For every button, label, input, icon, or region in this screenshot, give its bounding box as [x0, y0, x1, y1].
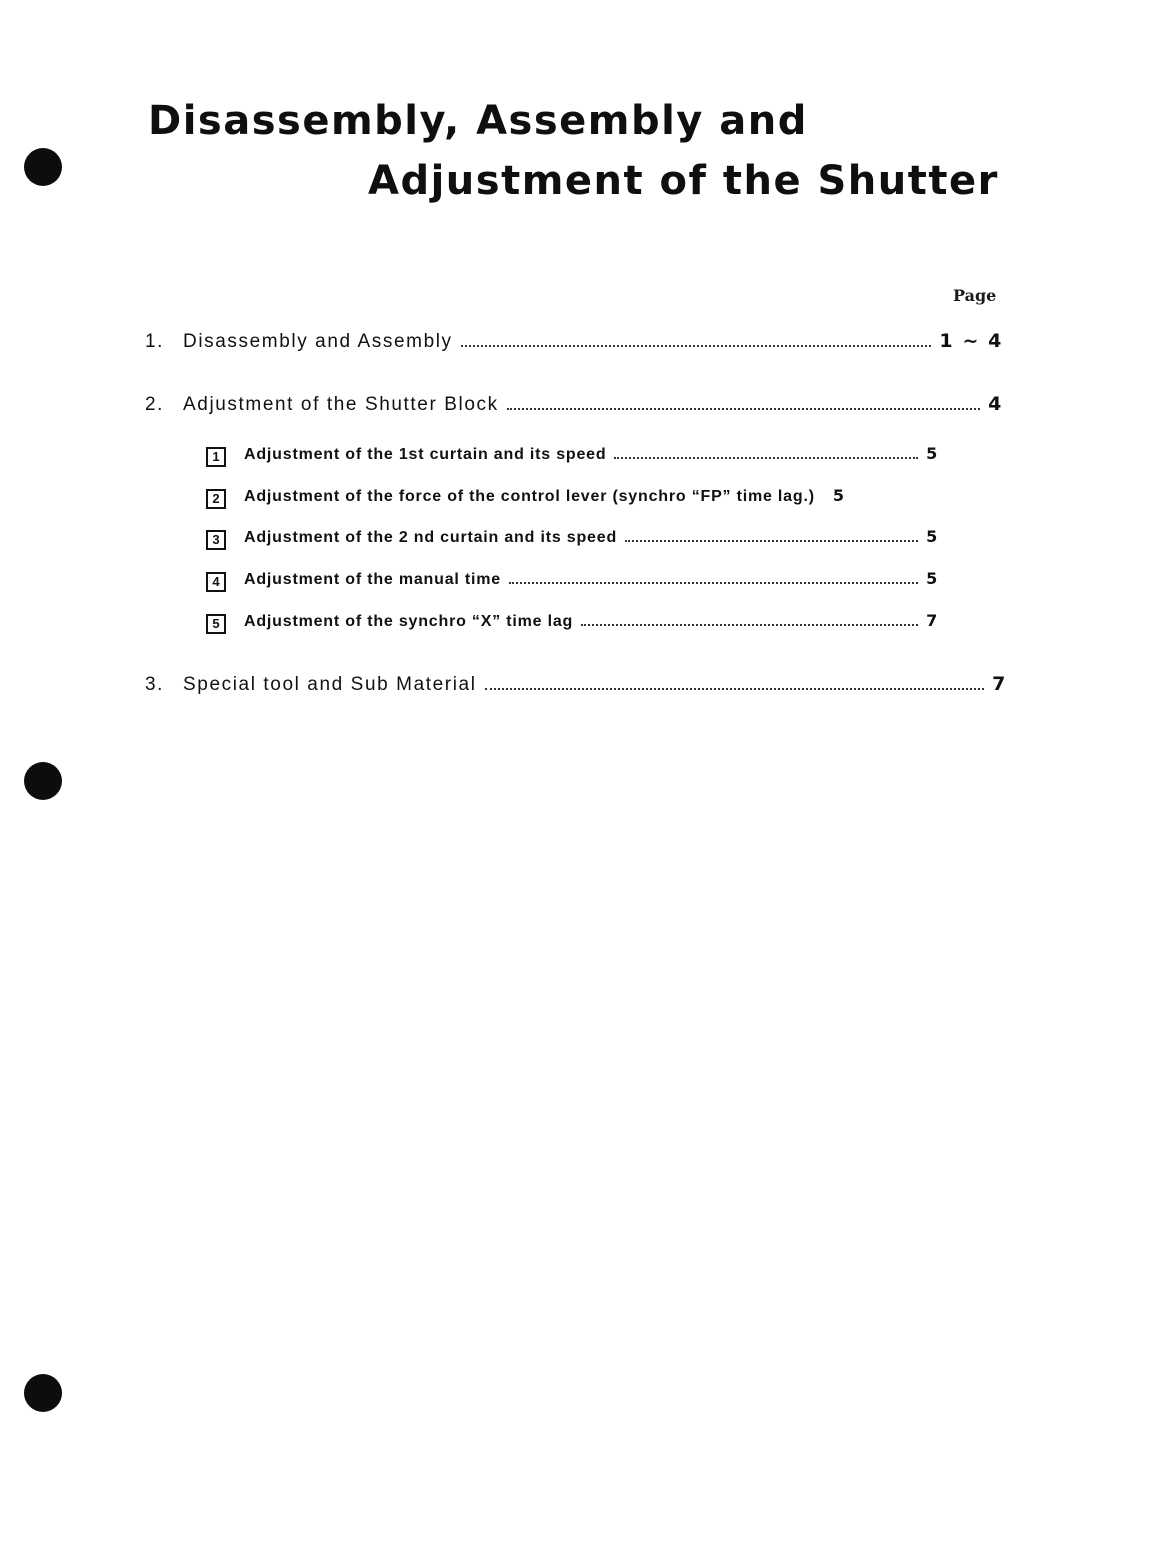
- boxed-number: 3: [206, 530, 226, 550]
- toc-subentry-synchro-x: [206, 611, 938, 632]
- binder-hole-top: [24, 148, 62, 186]
- page-title-line-1: Disassembly, Assembly and: [148, 98, 808, 144]
- toc-subentry-2nd-curtain: [206, 527, 938, 548]
- toc-subentry-control-lever: [206, 486, 938, 507]
- toc-entry-number: 2.: [145, 394, 165, 415]
- toc-entry-number: 1.: [145, 331, 165, 352]
- toc-entry-page: 1 ~ 4: [939, 330, 1003, 352]
- toc-subentry-page: 5: [926, 527, 938, 546]
- toc-subentry-page: 7: [926, 611, 938, 630]
- toc-subentry-label: Adjustment of the synchro “X” time lag: [244, 613, 574, 630]
- page-column-header: Page: [953, 286, 997, 305]
- boxed-number: 2: [206, 489, 226, 509]
- toc-entry-disassembly-assembly: [145, 330, 1003, 353]
- toc-subentry-1st-curtain: [206, 444, 938, 465]
- boxed-number: 4: [206, 572, 226, 592]
- dot-leader: [509, 582, 918, 584]
- toc-subentry-label: Adjustment of the manual time: [244, 571, 501, 588]
- dot-leader: [485, 688, 985, 690]
- dot-leader: [581, 624, 918, 626]
- toc-entry-page: 7: [992, 673, 1007, 695]
- toc-subentry-manual-time: [206, 569, 938, 590]
- toc-subentry-page: 5: [926, 444, 938, 463]
- toc-subentry-label: Adjustment of the 1st curtain and its speed: [244, 446, 607, 463]
- boxed-number: 1: [206, 447, 226, 467]
- toc-subentry-page: 5: [832, 486, 845, 505]
- toc-subentry-label: Adjustment of the 2 nd curtain and its speed: [244, 529, 618, 546]
- binder-hole-bottom: [24, 1374, 62, 1412]
- page-title-line-2: Adjustment of the Shutter: [368, 158, 999, 204]
- toc-entry-special-tool: [145, 673, 1007, 696]
- binder-hole-middle: [24, 762, 62, 800]
- toc-entry-label: Adjustment of the Shutter Block: [183, 394, 499, 415]
- boxed-number: 5: [206, 614, 226, 634]
- dot-leader: [614, 457, 918, 459]
- dot-leader: [461, 345, 932, 347]
- toc-entry-shutter-block: [145, 393, 1003, 416]
- toc-entry-page: 4: [988, 393, 1003, 415]
- toc-subentry-label: Adjustment of the force of the control lever (synchro “FP” time lag.): [244, 488, 815, 505]
- toc-subentry-page: 5: [926, 569, 938, 588]
- dot-leader: [507, 408, 980, 410]
- dot-leader: [625, 540, 918, 542]
- toc-entry-label: Special tool and Sub Material: [183, 674, 477, 695]
- toc-entry-label: Disassembly and Assembly: [183, 331, 453, 352]
- toc-entry-number: 3.: [145, 674, 165, 695]
